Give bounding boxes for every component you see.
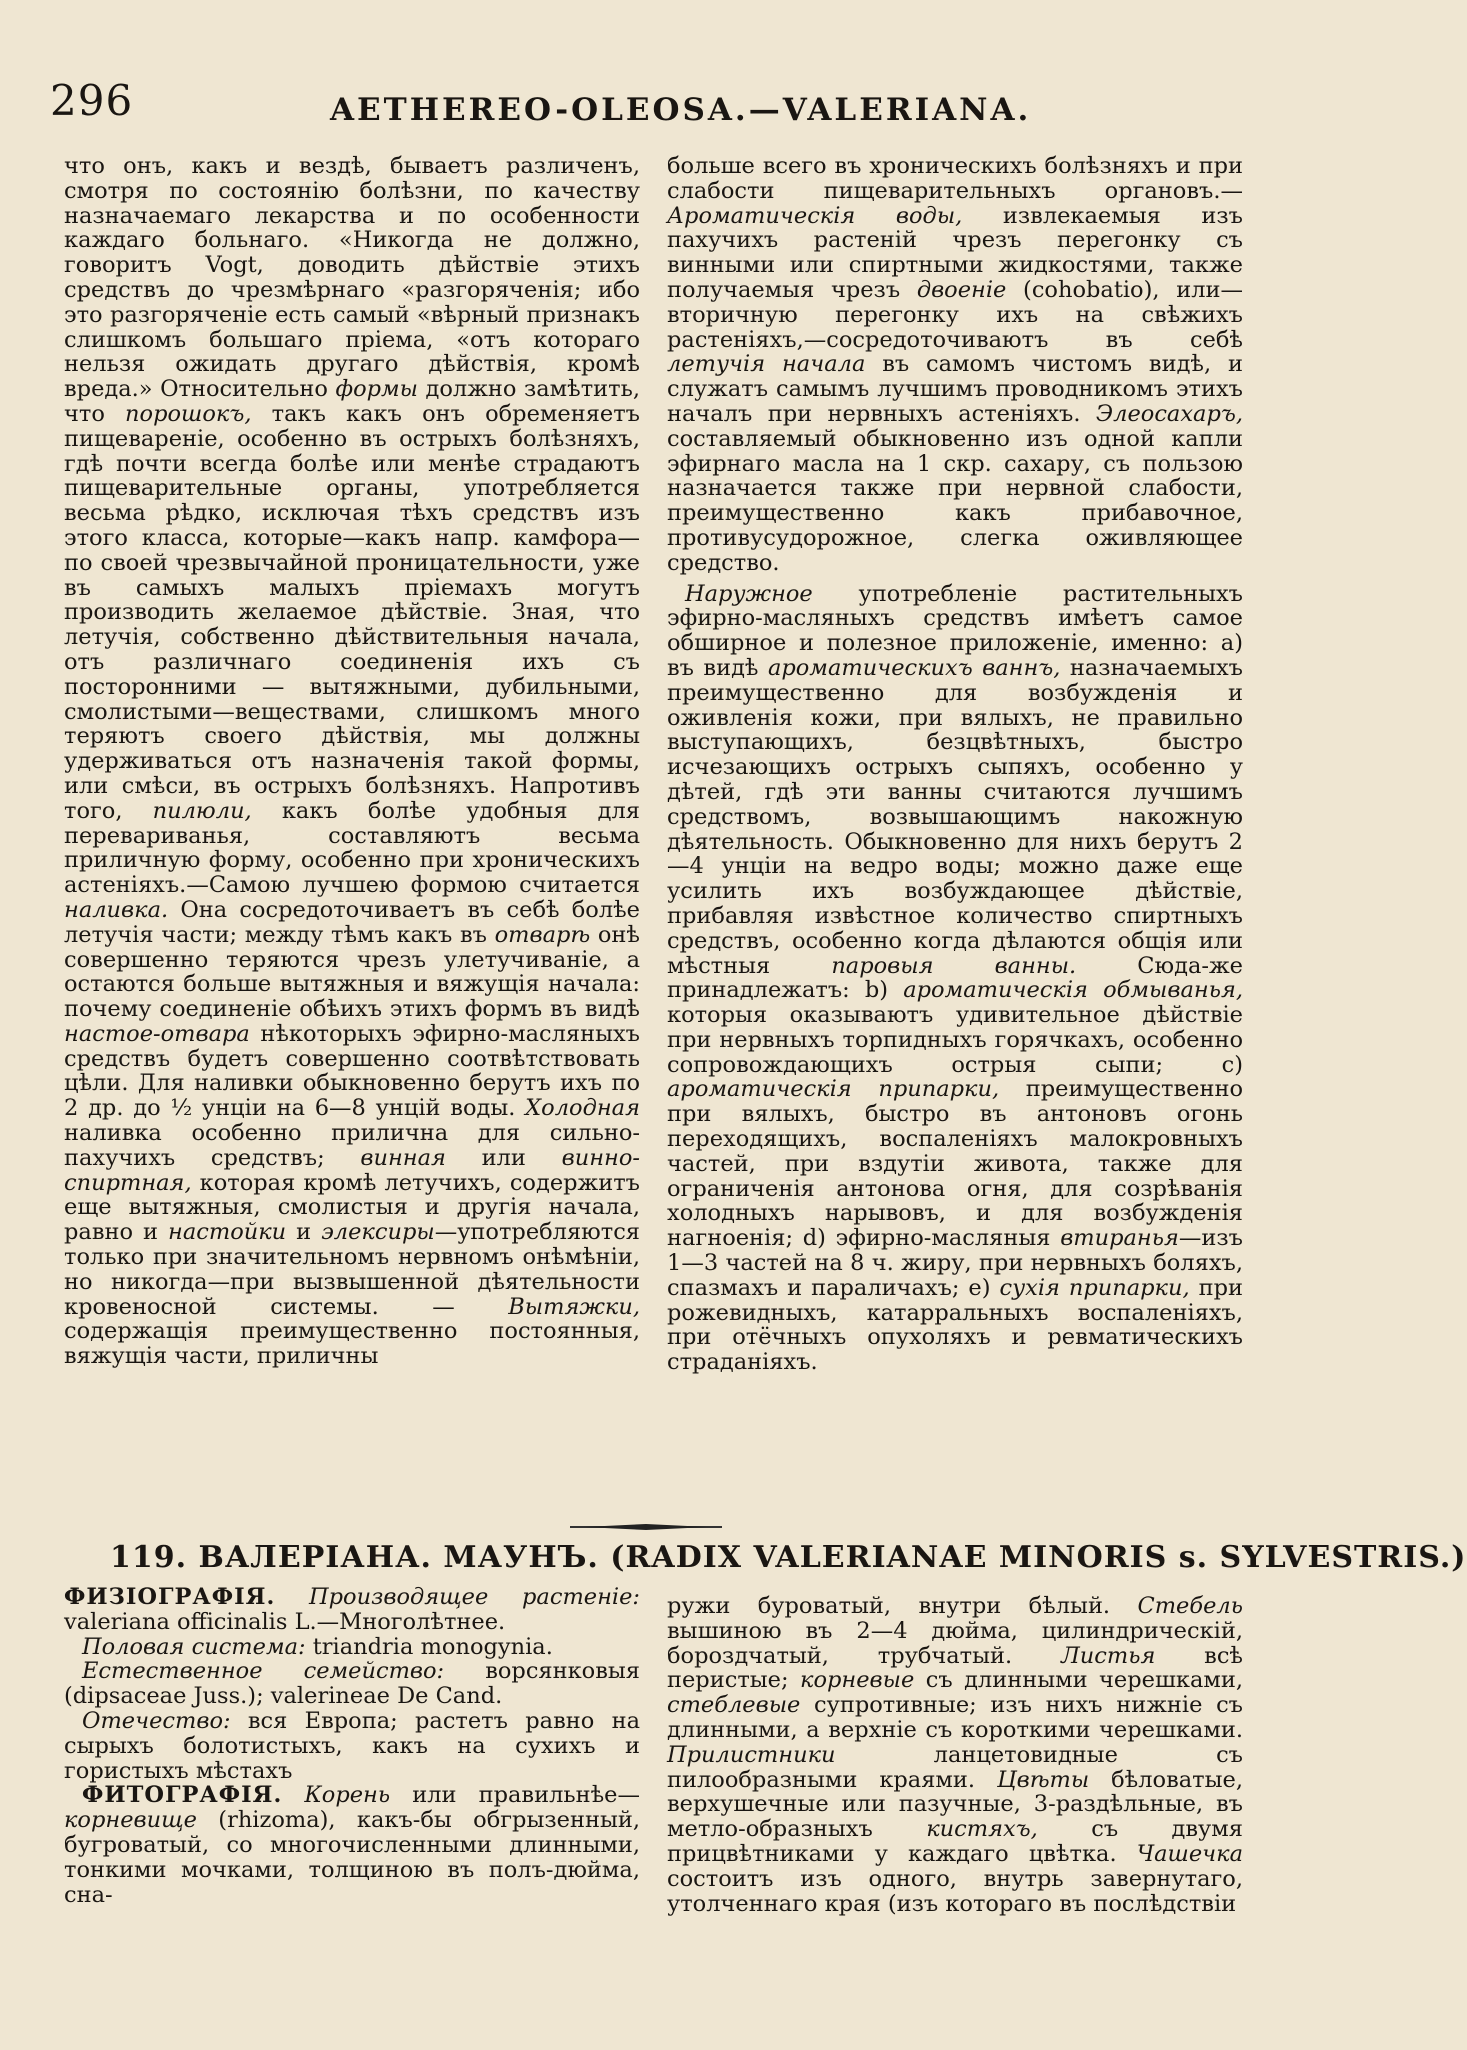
- right-column: [667, 154, 1243, 1375]
- natural-family-para: Естественное семейство: ворсянковыя (dipsaceae Juss.); valerineae De Cand.: [64, 1658, 640, 1710]
- left-column: [64, 154, 640, 1369]
- section-heading: 119. ВАЛЕРІАНА. МАУНЪ. (RADIX VALERIANAE MINORIS s. SYLVESTRIS.): [110, 1540, 1467, 1575]
- section-right-column: [667, 1594, 1243, 1916]
- homeland-para: Отечество: вся Европа; растетъ равно на сырыхъ болотистыхъ, какъ на сухихъ и гористыхъ мѣстахъ: [64, 1707, 640, 1784]
- right-paragraph-1: больше всего въ хроническихъ болѣзняхъ и при слабости пищеварительныхъ органовъ.—Ароматическія воды, извлекаемыя изъ пахучихъ растеній чрезъ перегонку съ винными или спиртными жидкостями, также получаемыя чрезъ двоеніе (cohobatio), или—вторичную перегонку ихъ на свѣжихъ растеніяхъ,—сосредоточиваютъ въ себѣ летучія начала въ самомъ чистомъ видѣ, и служатъ самымъ лучшимъ проводникомъ этихъ началъ при нервныхъ астеніяхъ. Элеосахаръ, составляемый обыкновенно изъ одной капли эфирнаго масла на 1 скр. сахару, съ пользою назначается также при нервной слабости, преимущественно какъ прибавочное, противусудорожное, слегка оживляющее средство.: [667, 153, 1243, 576]
- physiography-para: ФИЗІОГРАФІЯ. Производящее растеніе: valeriana officinalis L.—Многолѣтнее.: [64, 1584, 641, 1635]
- left-paragraph: что онъ, какъ и вездѣ, бываетъ различенъ, смотря по состоянію болѣзни, по качеству назначаемаго лекарства и по особенности каждаго больнаго. «Никогда не должно, говоритъ Vogt, доводить дѣйствіе этихъ средствъ до чрезмѣрнаго «разгоряченія; ибо это разгоряченіе есть самый «вѣрный признакъ слишкомъ большаго пріема, «отъ котораго нельзя ожидать другаго дѣйствія, кромѣ вреда.» Относительно формы должно замѣтить, что порошокъ, такъ какъ онъ обременяетъ пищевареніе, особенно въ острыхъ болѣзняхъ, гдѣ почти всегда болѣе или менѣе страдаютъ пищеварительные органы, употребляется весьма рѣдко, исключая тѣхъ средствъ изъ этого класса, которые—какъ напр. камфора—по своей чрезвычайной проницательности, уже въ самыхъ малыхъ пріемахъ могутъ производить желаемое дѣйствіе. Зная, что летучія, собственно дѣйствительныя начала, отъ различнаго соединенія ихъ съ посторонними — вытяжными, дубильными, смолистыми—веществами, слишкомъ много теряютъ своего дѣйствія, мы должны удерживаться отъ назначенія такой формы, или смѣси, въ острыхъ болѣзняхъ. Напротивъ того, пилюли, какъ болѣе удобныя для перевариванья, составляютъ весьма приличную форму, особенно при хроническихъ астеніяхъ.—Самою лучшею формою считается наливка. Она сосредоточиваетъ въ себѣ болѣе летучія части; между тѣмъ какъ въ отварѣ онѣ совершенно теряются чрезъ улетучиванiе, а остаются больше вытяжныя и вяжущія начала: почему соединеніе обѣихъ этихъ формъ въ видѣ настое-отвара нѣкоторыхъ эфирно-масляныхъ средствъ будетъ совершенно соотвѣтствовать цѣли. Для наливки обыкновенно берутъ ихъ по 2 др. до ½ унціи на 6—8 унцій воды. Холодная наливка особенно прилична для сильно-пахучихъ средствъ; винная или винно-спиртная, которая кромѣ летучихъ, содержитъ еще вытяжныя, смолистыя и другія начала, равно и настойки и элексиры—употребляются только при значительномъ нервномъ онѣмѣніи, но никогда—при вызвышенной дѣятельности кровеносной системы. — Вытяжки, содержащія преимущественно постоянныя, вяжущія части, приличны: [64, 153, 640, 1370]
- phytography-para: ФИТОГРАФІЯ. Корень или правильнѣе—корневище (rhizoma), какъ-бы обгрызенный, бугроватый, со многочисленными длинными, тонкими мочками, толщиною въ полъ-дюйма, сна-: [64, 1782, 640, 1908]
- right-paragraph-2: Наружное употребленіе растительныхъ эфирно-масляныхъ средствъ имѣетъ самое обширное и полезное приложеніе, именно: a) въ видѣ ароматическихъ ваннъ, назначаемыхъ преимущественно для возбужденія и оживленія кожи, при вялыхъ, не правильно выступающихъ, безцвѣтныхъ, быстро исчезающихъ острыхъ сыпяхъ, особенно у дѣтей, гдѣ эти ванны считаются лучшимъ средствомъ, возвышающимъ накожную дѣятельность. Обыкновенно для нихъ берутъ 2—4 унціи на ведро воды; можно даже еще усилить ихъ возбуждающее дѣйствіе, прибавляя извѣстное количество спиртныхъ средствъ, особенно когда дѣлаются общія или мѣстныя паровыя ванны. Сюда-же принадлежатъ: b) ароматическія обмыванья, которыя оказываютъ удивительное дѣйствіе при нервныхъ торпидныхъ горячкахъ, особенно сопровождающихъ острыя сыпи; c) ароматическія припарки, преимущественно при вялыхъ, быстро въ антоновъ огонь переходящихъ, воспаленіяхъ малокровныхъ частей, при вздутіи живота, также для ограниченія антонова огня, для созрѣванія холодныхъ нарывовъ, и для возбужденія нагноенія; d) эфирно-масляныя втиранья—изъ 1—3 частей на 8 ч. жиру, при нервныхъ боляхъ, спазмахъ и параличахъ; e) сухія припарки, при рожевидныхъ, катарральныхъ воспаленіяхъ, при отёчныхъ опухоляхъ и ревматическихъ страданіяхъ.: [667, 580, 1243, 1376]
- section-left-column: [64, 1585, 640, 1907]
- phytography-continued: ружи буроватый, внутри бѣлый. Стебель вышиною въ 2—4 дюйма, цилиндрическій, бороздчатый, трубчатый. Листья всѣ перистые; корневые съ длинными черешками, стеблевые супротивные; изъ нихъ нижніе съ длинными, а верхніе съ короткими черешками. Прилистники ланцетовидные съ пилообразными краями. Цвѣты бѣловатые, верхушечные или пазучные, 3-раздѣльные, въ метло-образныхъ кистяхъ, съ двумя прицвѣтниками у каждаго цвѣтка. Чашечка состоитъ изъ одного, внутрь завернутаго, утолченнаго края (изъ котораго въ послѣдствіи: [667, 1593, 1244, 1917]
- sexual-system-para: Половая система: triandria monogynia.: [82, 1633, 553, 1660]
- page-number: 296: [50, 76, 134, 125]
- running-title: AETHEREO-OLEOSA.—VALERIANA.: [330, 92, 1032, 128]
- section-divider-ornament: [584, 1524, 708, 1530]
